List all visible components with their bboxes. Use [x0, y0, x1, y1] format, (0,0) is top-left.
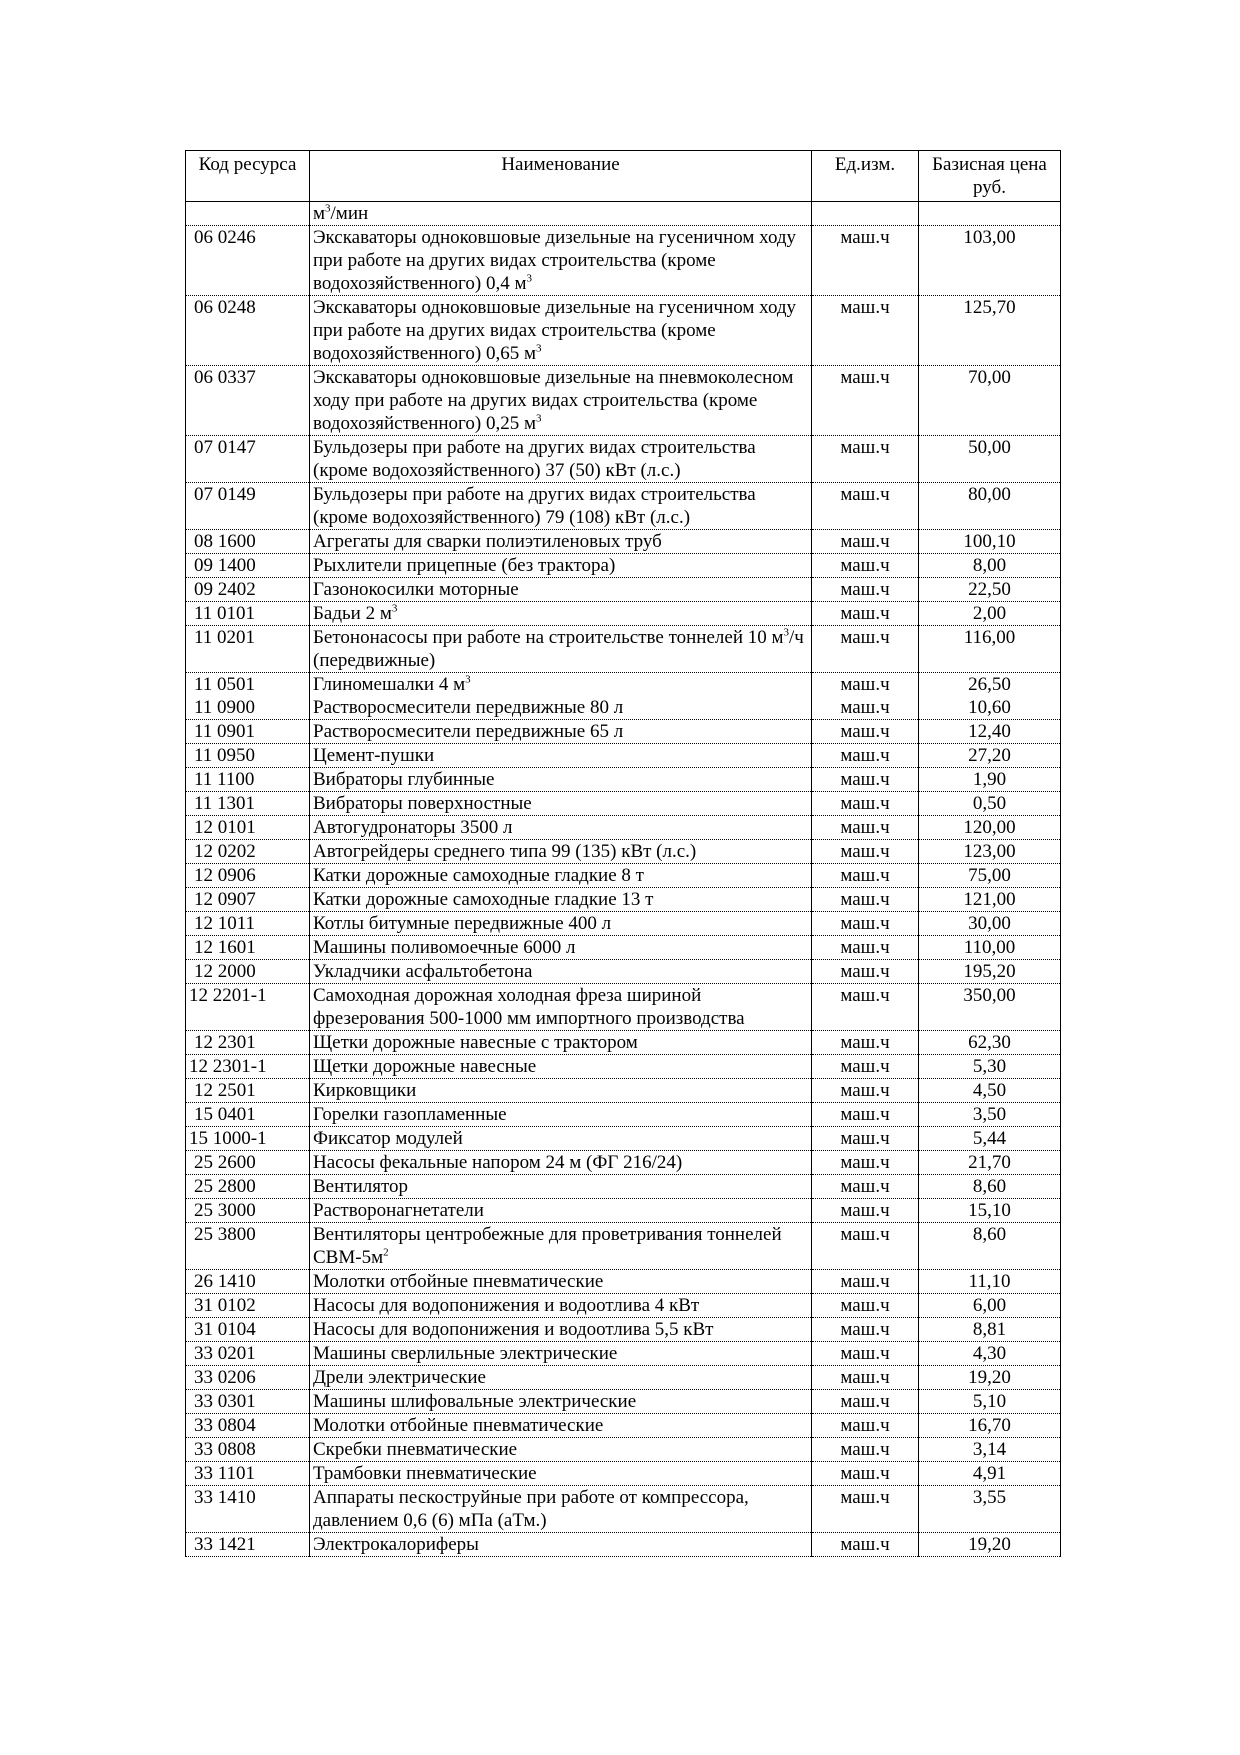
- cell-code: 33 0804: [186, 1414, 310, 1438]
- cell-price: [919, 202, 1061, 226]
- cell-name: Скребки пневматические: [310, 1438, 812, 1462]
- cell-name: Насосы фекальные напором 24 м (ФГ 216/24): [310, 1151, 812, 1175]
- table-row: [186, 1486, 1061, 1533]
- cell-name: Дрели электрические: [310, 1366, 812, 1390]
- table-row: [186, 792, 1061, 816]
- cell-name: Катки дорожные самоходные гладкие 8 т: [310, 864, 812, 888]
- table-row: [186, 554, 1061, 578]
- cell-unit: маш.ч: [812, 960, 919, 984]
- cell-code: 12 0907: [186, 888, 310, 912]
- cell-price: 5,44: [919, 1127, 1061, 1151]
- cell-unit: маш.ч: [812, 792, 919, 816]
- table-row: [186, 1127, 1061, 1151]
- cell-price: 8,60: [919, 1175, 1061, 1199]
- cell-unit: маш.ч: [812, 1294, 919, 1318]
- cell-price: 12,40: [919, 720, 1061, 744]
- cell-name: Трамбовки пневматические: [310, 1462, 812, 1486]
- cell-name: Укладчики асфальтобетона: [310, 960, 812, 984]
- cell-name: Фиксатор модулей: [310, 1127, 812, 1151]
- cell-price: 27,20: [919, 744, 1061, 768]
- cell-code: 11 0201: [186, 626, 310, 673]
- header-name: Наименование: [310, 151, 812, 202]
- cell-code: 12 1011: [186, 912, 310, 936]
- cell-name: Вентиляторы центробежные для проветривания тоннелей СВМ-$5м^2$: [310, 1223, 812, 1270]
- cell-price: 1,90: [919, 768, 1061, 792]
- cell-unit: маш.ч: [812, 436, 919, 483]
- cell-name: Экскаваторы одноковшовые дизельные на пневмоколесном ходу при работе на других видах строительства (кроме водохозяйственного) 0,25 $м^3$: [310, 366, 812, 436]
- table-row: [186, 984, 1061, 1031]
- cell-code: 26 1410: [186, 1270, 310, 1294]
- table-row: [186, 840, 1061, 864]
- cell-code: 11 1301: [186, 792, 310, 816]
- cell-name: Горелки газопламенные: [310, 1103, 812, 1127]
- cell-name: Котлы битумные передвижные 400 л: [310, 912, 812, 936]
- table-row: [186, 1151, 1061, 1175]
- cell-price: 100,10: [919, 530, 1061, 554]
- cell-name: Бульдозеры при работе на других видах строительства (кроме водохозяйственного) 79 (108) кВт (л.с.): [310, 483, 812, 530]
- cell-name: Насосы для водопонижения и водоотлива 4 кВт: [310, 1294, 812, 1318]
- cell-code: 12 2301: [186, 1031, 310, 1055]
- cell-code: 12 2000: [186, 960, 310, 984]
- cell-unit: маш.ч: [812, 816, 919, 840]
- cell-code: 12 2301-1: [186, 1055, 310, 1079]
- cell-name: Растворосмесители передвижные 65 л: [310, 720, 812, 744]
- cell-code: 12 0906: [186, 864, 310, 888]
- cell-unit: маш.ч: [812, 1438, 919, 1462]
- cell-unit: маш.ч: [812, 1055, 919, 1079]
- cell-unit: маш.ч: [812, 1103, 919, 1127]
- cell-name: Вибраторы поверхностные: [310, 792, 812, 816]
- cell-code: 07 0149: [186, 483, 310, 530]
- cell-unit: маш.ч: [812, 1079, 919, 1103]
- table-row: [186, 1270, 1061, 1294]
- cell-name: Машины поливомоечные 6000 л: [310, 936, 812, 960]
- cell-code: 25 2800: [186, 1175, 310, 1199]
- cell-code: 06 0248: [186, 296, 310, 366]
- cell-price: 3,50: [919, 1103, 1061, 1127]
- table-row: [186, 530, 1061, 554]
- cell-price: 2,00: [919, 602, 1061, 626]
- cell-code: 11 0501: [186, 673, 310, 697]
- cell-code: 12 0101: [186, 816, 310, 840]
- cell-code: 09 1400: [186, 554, 310, 578]
- cell-price: 22,50: [919, 578, 1061, 602]
- table-row: [186, 1103, 1061, 1127]
- cell-name: Молотки отбойные пневматические: [310, 1270, 812, 1294]
- cell-unit: маш.ч: [812, 1318, 919, 1342]
- cell-code: 11 0101: [186, 602, 310, 626]
- table-row: [186, 1294, 1061, 1318]
- cell-code: 06 0246: [186, 226, 310, 296]
- table-row: [186, 296, 1061, 366]
- table-row: [186, 1342, 1061, 1366]
- cell-price: 116,00: [919, 626, 1061, 673]
- table-row: [186, 1223, 1061, 1270]
- cell-price: 195,20: [919, 960, 1061, 984]
- cell-price: 62,30: [919, 1031, 1061, 1055]
- cell-price: 30,00: [919, 912, 1061, 936]
- cell-unit: маш.ч: [812, 1199, 919, 1223]
- cell-name: Экскаваторы одноковшовые дизельные на гусеничном ходу при работе на других видах строительства (кроме водохозяйственного) 0,65 $м^3$: [310, 296, 812, 366]
- cell-unit: маш.ч: [812, 1223, 919, 1270]
- cell-name: Катки дорожные самоходные гладкие 13 т: [310, 888, 812, 912]
- cell-name: Вибраторы глубинные: [310, 768, 812, 792]
- cell-code: 09 2402: [186, 578, 310, 602]
- cell-unit: маш.ч: [812, 554, 919, 578]
- cell-name: Растворосмесители передвижные 80 л: [310, 696, 812, 720]
- header-code: Код ресурса: [186, 151, 310, 202]
- table-row: [186, 696, 1061, 720]
- cell-code: 11 0900: [186, 696, 310, 720]
- cell-price: 19,20: [919, 1533, 1061, 1557]
- cell-unit: маш.ч: [812, 864, 919, 888]
- cell-unit: маш.ч: [812, 696, 919, 720]
- table-row: [186, 436, 1061, 483]
- table-row: [186, 912, 1061, 936]
- cell-price: 4,91: [919, 1462, 1061, 1486]
- table-row: [186, 768, 1061, 792]
- cell-name: Автогудронаторы 3500 л: [310, 816, 812, 840]
- table-row: [186, 1079, 1061, 1103]
- resource-price-table: [185, 150, 1061, 1557]
- cell-unit: маш.ч: [812, 768, 919, 792]
- table-row: [186, 1318, 1061, 1342]
- table-row: [186, 960, 1061, 984]
- price-table-page: [185, 150, 1060, 1557]
- cell-code: 11 0950: [186, 744, 310, 768]
- cell-price: 19,20: [919, 1366, 1061, 1390]
- cell-price: 120,00: [919, 816, 1061, 840]
- table-row: [186, 720, 1061, 744]
- cell-unit: [812, 202, 919, 226]
- cell-name: Растворонагнетатели: [310, 1199, 812, 1223]
- cell-price: 26,50: [919, 673, 1061, 697]
- cell-price: 11,10: [919, 1270, 1061, 1294]
- cell-unit: маш.ч: [812, 366, 919, 436]
- cell-name: Бульдозеры при работе на других видах строительства (кроме водохозяйственного) 37 (50) кВт (л.с.): [310, 436, 812, 483]
- header-price: Базисная цена руб.: [919, 151, 1061, 202]
- cell-unit: маш.ч: [812, 530, 919, 554]
- cell-code: 15 1000-1: [186, 1127, 310, 1151]
- cell-unit: маш.ч: [812, 226, 919, 296]
- cell-name: Газонокосилки моторные: [310, 578, 812, 602]
- cell-price: 21,70: [919, 1151, 1061, 1175]
- cell-price: 4,30: [919, 1342, 1061, 1366]
- cell-name: Цемент-пушки: [310, 744, 812, 768]
- cell-name: Вентилятор: [310, 1175, 812, 1199]
- cell-unit: маш.ч: [812, 1175, 919, 1199]
- table-row: [186, 1366, 1061, 1390]
- cell-code: 07 0147: [186, 436, 310, 483]
- cell-price: 50,00: [919, 436, 1061, 483]
- cell-unit: маш.ч: [812, 744, 919, 768]
- table-row: [186, 1175, 1061, 1199]
- cell-name: Щетки дорожные навесные с трактором: [310, 1031, 812, 1055]
- table-row: [186, 1390, 1061, 1414]
- cell-name: Глиномешалки 4 $м^3$: [310, 673, 812, 697]
- cell-unit: маш.ч: [812, 578, 919, 602]
- table-row: [186, 744, 1061, 768]
- cell-name: Насосы для водопонижения и водоотлива 5,5 кВт: [310, 1318, 812, 1342]
- table-row: [186, 864, 1061, 888]
- table-row: [186, 816, 1061, 840]
- cell-price: 16,70: [919, 1414, 1061, 1438]
- cell-price: 5,10: [919, 1390, 1061, 1414]
- cell-code: 15 0401: [186, 1103, 310, 1127]
- cell-price: 5,30: [919, 1055, 1061, 1079]
- cell-name: Автогрейдеры среднего типа 99 (135) кВт (л.с.): [310, 840, 812, 864]
- cell-price: 8,00: [919, 554, 1061, 578]
- cell-price: 6,00: [919, 1294, 1061, 1318]
- cell-name: Кирковщики: [310, 1079, 812, 1103]
- cell-code: 25 3000: [186, 1199, 310, 1223]
- cell-code: 33 1410: [186, 1486, 310, 1533]
- cell-name: Экскаваторы одноковшовые дизельные на гусеничном ходу при работе на других видах строительства (кроме водохозяйственного) 0,4 $м^3$: [310, 226, 812, 296]
- cell-price: 10,60: [919, 696, 1061, 720]
- cell-code: 12 0202: [186, 840, 310, 864]
- cell-price: 121,00: [919, 888, 1061, 912]
- cell-price: 70,00: [919, 366, 1061, 436]
- table-row: [186, 1414, 1061, 1438]
- table-row: [186, 626, 1061, 673]
- cell-code: 11 0901: [186, 720, 310, 744]
- cell-unit: маш.ч: [812, 840, 919, 864]
- cell-unit: маш.ч: [812, 1533, 919, 1557]
- cell-code: 25 3800: [186, 1223, 310, 1270]
- cell-name: Аппараты пескоструйные при работе от компрессора, давлением 0,6 (6) мПа (аТм.): [310, 1486, 812, 1533]
- cell-unit: маш.ч: [812, 483, 919, 530]
- cell-price: 125,70: [919, 296, 1061, 366]
- cell-code: 08 1600: [186, 530, 310, 554]
- table-row: [186, 673, 1061, 697]
- cell-code: 11 1100: [186, 768, 310, 792]
- table-row: [186, 226, 1061, 296]
- table-row: [186, 578, 1061, 602]
- table-row: [186, 202, 1061, 226]
- cell-name: Агрегаты для сварки полиэтиленовых труб: [310, 530, 812, 554]
- table-row: [186, 1438, 1061, 1462]
- cell-code: 31 0104: [186, 1318, 310, 1342]
- cell-unit: маш.ч: [812, 1414, 919, 1438]
- cell-unit: маш.ч: [812, 602, 919, 626]
- cell-price: 4,50: [919, 1079, 1061, 1103]
- table-row: [186, 1462, 1061, 1486]
- cell-price: 80,00: [919, 483, 1061, 530]
- cell-unit: маш.ч: [812, 984, 919, 1031]
- header-unit: Ед.изм.: [812, 151, 919, 202]
- table-body: [186, 202, 1061, 1557]
- cell-code: 33 1421: [186, 1533, 310, 1557]
- cell-code: 12 2501: [186, 1079, 310, 1103]
- table-row: [186, 483, 1061, 530]
- cell-unit: маш.ч: [812, 626, 919, 673]
- cell-name: Рыхлители прицепные (без трактора): [310, 554, 812, 578]
- cell-code: [186, 202, 310, 226]
- cell-unit: маш.ч: [812, 1390, 919, 1414]
- cell-unit: маш.ч: [812, 1342, 919, 1366]
- cell-unit: маш.ч: [812, 1366, 919, 1390]
- table-row: [186, 1031, 1061, 1055]
- cell-price: 123,00: [919, 840, 1061, 864]
- cell-name: $м^3$/мин: [310, 202, 812, 226]
- cell-code: 33 0206: [186, 1366, 310, 1390]
- cell-code: 33 1101: [186, 1462, 310, 1486]
- cell-price: 8,60: [919, 1223, 1061, 1270]
- table-row: [186, 366, 1061, 436]
- cell-price: 8,81: [919, 1318, 1061, 1342]
- cell-name: Машины шлифовальные электрические: [310, 1390, 812, 1414]
- cell-unit: маш.ч: [812, 888, 919, 912]
- cell-unit: маш.ч: [812, 1031, 919, 1055]
- table-row: [186, 1533, 1061, 1557]
- cell-price: 75,00: [919, 864, 1061, 888]
- table-row: [186, 1055, 1061, 1079]
- cell-price: 3,14: [919, 1438, 1061, 1462]
- cell-code: 33 0201: [186, 1342, 310, 1366]
- cell-name: Самоходная дорожная холодная фреза шириной фрезерования 500-1000 мм импортного производства: [310, 984, 812, 1031]
- cell-code: 31 0102: [186, 1294, 310, 1318]
- cell-unit: маш.ч: [812, 296, 919, 366]
- cell-price: 110,00: [919, 936, 1061, 960]
- cell-price: 0,50: [919, 792, 1061, 816]
- table-row: [186, 888, 1061, 912]
- table-row: [186, 602, 1061, 626]
- cell-code: 06 0337: [186, 366, 310, 436]
- cell-code: 25 2600: [186, 1151, 310, 1175]
- cell-name: Бетононасосы при работе на строительстве тоннелей 10 $м^3/ч$ (передвижные): [310, 626, 812, 673]
- cell-unit: маш.ч: [812, 720, 919, 744]
- cell-code: 33 0301: [186, 1390, 310, 1414]
- cell-unit: маш.ч: [812, 936, 919, 960]
- cell-code: 33 0808: [186, 1438, 310, 1462]
- cell-price: 3,55: [919, 1486, 1061, 1533]
- cell-unit: маш.ч: [812, 1270, 919, 1294]
- cell-price: 103,00: [919, 226, 1061, 296]
- table-row: [186, 936, 1061, 960]
- cell-name: Молотки отбойные пневматические: [310, 1414, 812, 1438]
- cell-name: Машины сверлильные электрические: [310, 1342, 812, 1366]
- cell-code: 12 1601: [186, 936, 310, 960]
- cell-name: Щетки дорожные навесные: [310, 1055, 812, 1079]
- cell-price: 350,00: [919, 984, 1061, 1031]
- cell-unit: маш.ч: [812, 1151, 919, 1175]
- cell-unit: маш.ч: [812, 673, 919, 697]
- cell-unit: маш.ч: [812, 912, 919, 936]
- cell-code: 12 2201-1: [186, 984, 310, 1031]
- cell-name: Бадьи 2 $м^3$: [310, 602, 812, 626]
- cell-unit: маш.ч: [812, 1127, 919, 1151]
- cell-name: Электрокалориферы: [310, 1533, 812, 1557]
- cell-unit: маш.ч: [812, 1486, 919, 1533]
- cell-unit: маш.ч: [812, 1462, 919, 1486]
- table-row: [186, 1199, 1061, 1223]
- cell-price: 15,10: [919, 1199, 1061, 1223]
- table-header-row: [186, 151, 1061, 202]
